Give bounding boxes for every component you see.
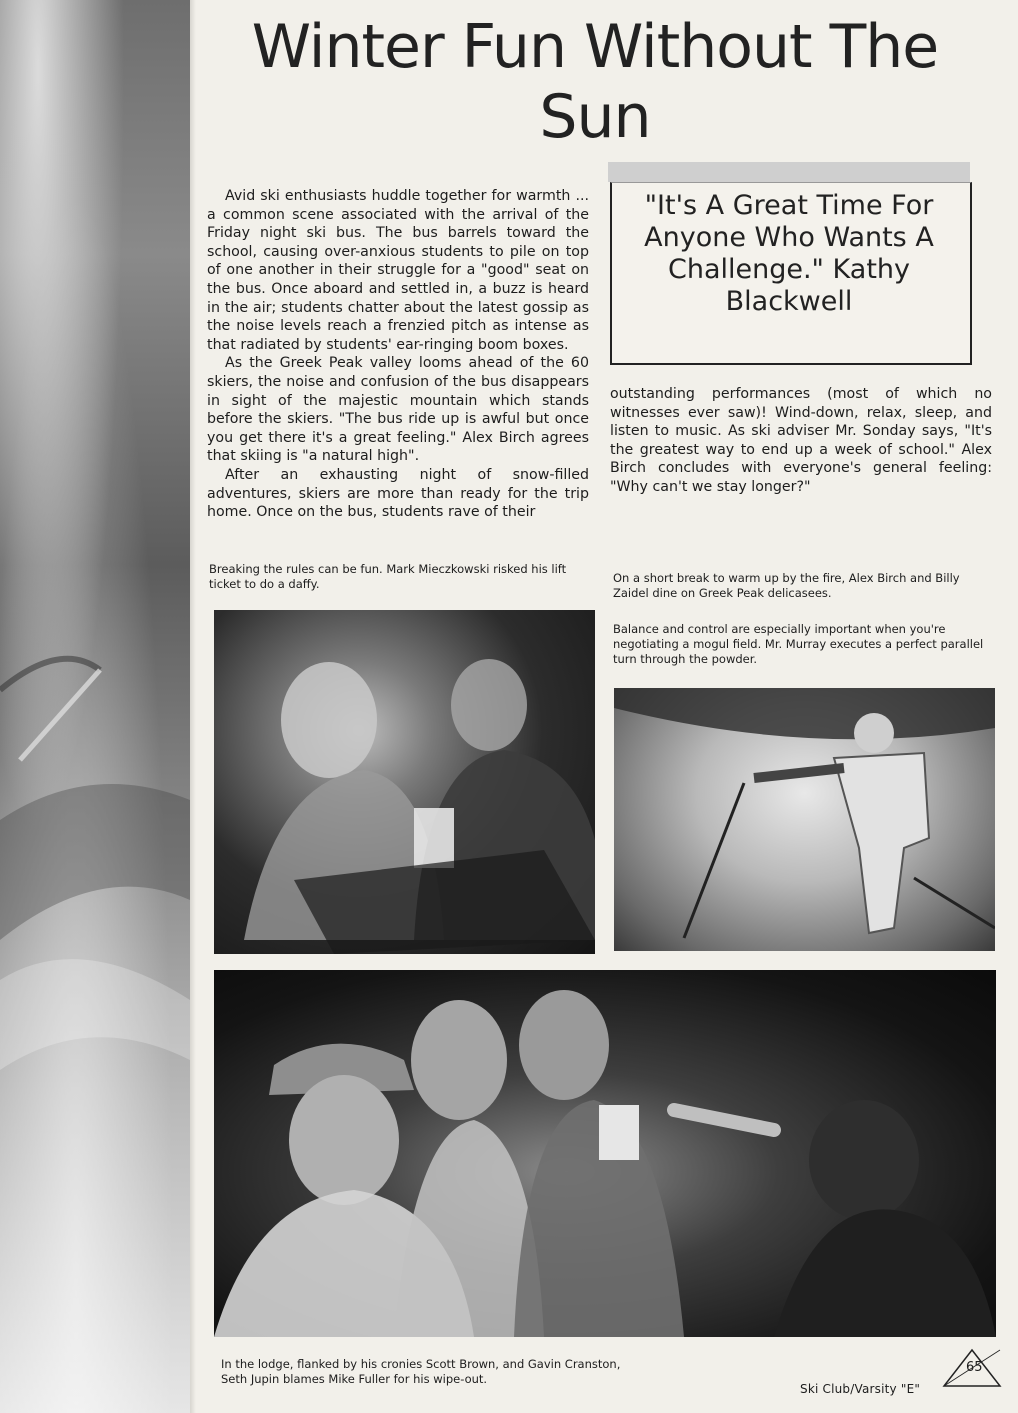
body-paragraph: As the Greek Peak valley looms ahead of the 60 skiers, the noise and confusion of the bus disappears in sight of the majestic mountain which stands before the skiers. "The bus ride up is awful but once you get there it's a great feeling." Alex Birch agrees that skiing is "a natural high". [207, 355, 589, 465]
section-label: Ski Club/Varsity "E" [800, 1382, 921, 1396]
caption-murray: Balance and control are especially important when you're negotiating a mogul field. Mr. Murray executes a perfect parallel turn through the powder. [613, 622, 984, 666]
photo-mogul-turn [614, 688, 995, 951]
caption-fire: On a short break to warm up by the fire, Alex Birch and Billy Zaidel dine on Greek Peak delicasees. [613, 571, 960, 600]
body-text-right [610, 385, 992, 497]
page-title: Winter Fun Without The Sun [251, 12, 939, 152]
body-paragraph: After an exhausting night of snow-filled adventures, skiers are more than ready for the trip home. Once on the bus, students rave of their [207, 466, 589, 521]
caption-lodge: In the lodge, flanked by his cronies Scott Brown, and Gavin Cranston, Seth Jupin blames Mike Fuller for his wipe-out. [221, 1357, 621, 1386]
binding-gutter [190, 0, 196, 1413]
body-paragraph: outstanding performances (most of which no witnesses ever saw)! Wind-down, relax, sleep, and listen to music. As ski adviser Mr. Sonday says, "It's the greatest way to end up a week of school." Alex Birch concludes with everyone's general feeling: "Why can't we stay longer?" [610, 386, 992, 495]
side-ski-photo [0, 0, 190, 1413]
photo-fire-dining [214, 610, 595, 954]
pull-quote-text: "It's A Great Time For Anyone Who Wants A Challenge." Kathy Blackwell [644, 190, 934, 317]
page-number: 65 [966, 1360, 983, 1375]
body-text-left [207, 187, 589, 522]
caption-mark: Breaking the rules can be fun. Mark Mieczkowski risked his lift ticket to do a daffy. [209, 562, 567, 591]
body-paragraph: Avid ski enthusiasts huddle together for warmth ... a common scene associated with the arrival of the Friday night ski bus. The bus barrels toward the school, causing over-anxious students to pile on top of one another in their struggle for a "good" seat on the bus. Once aboard and settled in, a buzz is heard in the air; students chatter about the latest gossip as the noise levels reach a frenzied pitch as intense as that radiated by students' ear-ringing boom boxes. [207, 188, 589, 353]
pull-quote-box [608, 162, 970, 364]
pull-quote-header-bar [608, 162, 970, 182]
photo-lodge-group [214, 970, 996, 1337]
